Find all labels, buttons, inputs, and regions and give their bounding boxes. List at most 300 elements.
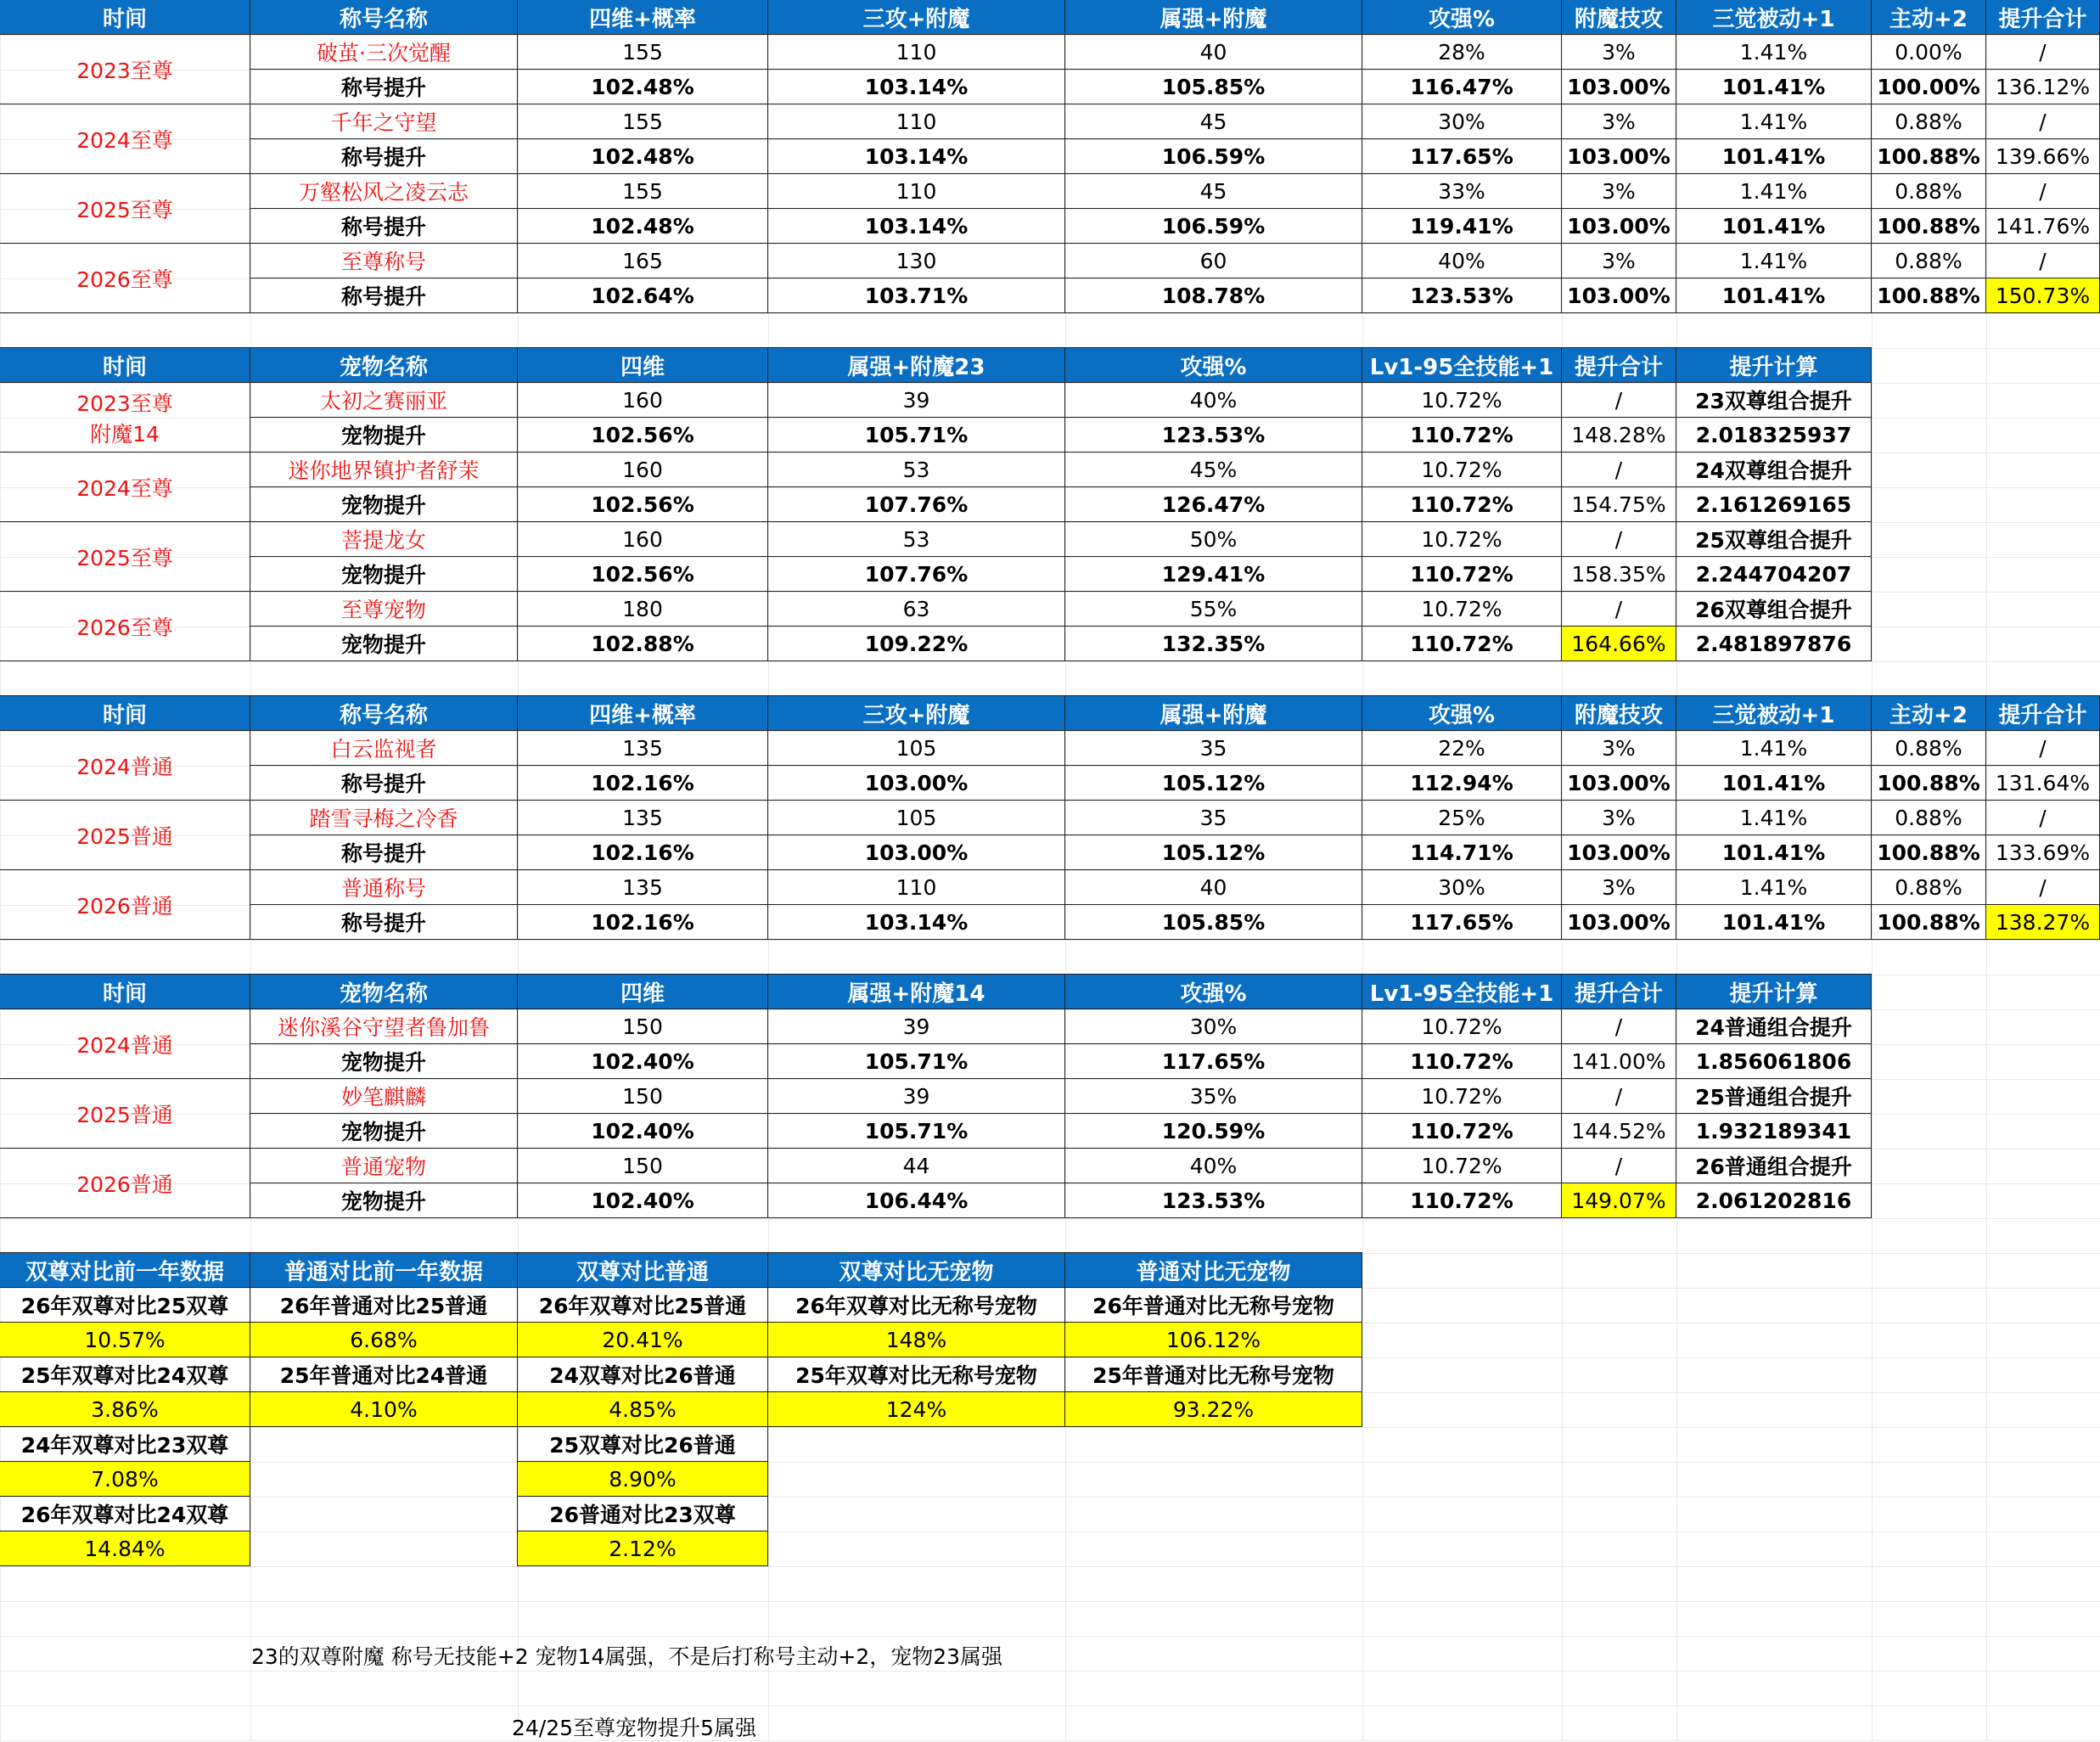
table3-boost-2-0[interactable]: 102.16%	[517, 904, 768, 940]
table2-boost-3-5[interactable]: 2.481897876	[1676, 626, 1872, 661]
table2-time-3[interactable]: 2026至尊	[0, 591, 250, 661]
table1-boost-2-4[interactable]: 103.00%	[1561, 208, 1676, 244]
table3-boost-label-0[interactable]: 称号提升	[250, 765, 518, 801]
table3-boost-1-2[interactable]: 105.12%	[1064, 834, 1362, 870]
table4-boost-2-0[interactable]: 102.40%	[517, 1183, 768, 1218]
table1-base-0-5[interactable]: 1.41%	[1676, 34, 1872, 70]
table3-base-0-6[interactable]: 0.88%	[1871, 730, 1986, 766]
compare-label-0-0[interactable]: 26年双尊对比25双尊	[0, 1287, 250, 1323]
table1-base-3-2[interactable]: 60	[1064, 243, 1362, 278]
table2-header-6[interactable]: 提升合计	[1561, 347, 1676, 383]
table2-base-2-3[interactable]: 10.72%	[1362, 521, 1562, 557]
table1-base-1-1[interactable]: 110	[767, 104, 1065, 139]
compare-value-2-0[interactable]: 20.41%	[517, 1322, 768, 1357]
table1-boost-0-1[interactable]: 103.14%	[767, 69, 1065, 104]
table1-base-2-1[interactable]: 110	[767, 173, 1065, 209]
compare-label-3-1[interactable]: 25年双尊对比无称号宠物	[767, 1357, 1065, 1392]
table4-boost-2-3[interactable]: 110.72%	[1362, 1183, 1562, 1218]
table3-base-0-1[interactable]: 105	[767, 730, 1065, 766]
table1-base-3-7[interactable]: /	[1985, 243, 2100, 278]
compare-label-2-1[interactable]: 24双尊对比26普通	[517, 1357, 768, 1392]
table2-boost-3-0[interactable]: 102.88%	[517, 626, 768, 661]
compare-value-1-1[interactable]: 4.10%	[250, 1391, 518, 1427]
table3-boost-1-7[interactable]: 133.69%	[1985, 834, 2100, 870]
table2-boost-3-2[interactable]: 132.35%	[1064, 626, 1362, 661]
table2-base-3-1[interactable]: 63	[767, 591, 1065, 627]
table1-base-2-6[interactable]: 0.88%	[1871, 173, 1986, 209]
table1-boost-0-0[interactable]: 102.48%	[517, 69, 768, 104]
table2-boost-1-1[interactable]: 107.76%	[767, 486, 1065, 522]
table2-boost-label-2[interactable]: 宠物提升	[250, 556, 518, 592]
table1-boost-label-1[interactable]: 称号提升	[250, 138, 518, 174]
table1-boost-0-3[interactable]: 116.47%	[1362, 69, 1562, 104]
table3-boost-1-4[interactable]: 103.00%	[1561, 834, 1676, 870]
table3-base-0-4[interactable]: 3%	[1561, 730, 1676, 766]
compare-label-4-1[interactable]: 25年普通对比无称号宠物	[1064, 1357, 1362, 1392]
table3-header-2[interactable]: 四维+概率	[517, 695, 768, 731]
table3-item-name-0[interactable]: 白云监视者	[250, 730, 518, 766]
table4-header-4[interactable]: 攻强%	[1064, 974, 1362, 1009]
table3-base-2-6[interactable]: 0.88%	[1871, 869, 1986, 905]
table1-boost-3-7[interactable]: 150.73%	[1985, 278, 2100, 313]
table1-boost-2-7[interactable]: 141.76%	[1985, 208, 2100, 244]
table4-boost-1-2[interactable]: 120.59%	[1064, 1113, 1362, 1149]
table3-header-1[interactable]: 称号名称	[250, 695, 518, 731]
table4-header-5[interactable]: Lv1-95全技能+1	[1362, 974, 1562, 1009]
table4-header-2[interactable]: 四维	[517, 974, 768, 1009]
table1-base-0-6[interactable]: 0.00%	[1871, 34, 1986, 70]
table4-base-1-3[interactable]: 10.72%	[1362, 1078, 1562, 1114]
compare-label-1-1[interactable]: 25年普通对比24普通	[250, 1357, 518, 1392]
table1-item-name-2[interactable]: 万壑松风之凌云志	[250, 173, 518, 209]
table4-boost-label-0[interactable]: 宠物提升	[250, 1043, 518, 1079]
table2-item-name-2[interactable]: 菩提龙女	[250, 521, 518, 557]
table2-base-2-5[interactable]: 25双尊组合提升	[1676, 521, 1872, 557]
compare-label-4-0[interactable]: 26年普通对比无称号宠物	[1064, 1287, 1362, 1323]
table1-time-2[interactable]: 2025至尊	[0, 173, 250, 244]
table4-base-0-4[interactable]: /	[1561, 1009, 1676, 1044]
table2-boost-1-0[interactable]: 102.56%	[517, 486, 768, 522]
table1-base-2-3[interactable]: 33%	[1362, 173, 1562, 209]
table2-base-1-5[interactable]: 24双尊组合提升	[1676, 452, 1872, 487]
compare-header-0[interactable]: 双尊对比前一年数据	[0, 1252, 250, 1288]
table1-base-3-4[interactable]: 3%	[1561, 243, 1676, 278]
table2-base-2-4[interactable]: /	[1561, 521, 1676, 557]
table2-time-0[interactable]	[0, 382, 250, 452]
table3-boost-2-2[interactable]: 105.85%	[1064, 904, 1362, 940]
table3-boost-0-5[interactable]: 101.41%	[1676, 765, 1872, 801]
table3-header-4[interactable]: 属强+附魔	[1064, 695, 1362, 731]
table3-boost-0-2[interactable]: 105.12%	[1064, 765, 1362, 801]
table1-boost-3-3[interactable]: 123.53%	[1362, 278, 1562, 313]
table1-header-9[interactable]: 提升合计	[1985, 0, 2100, 35]
compare-value-3-0[interactable]: 148%	[767, 1322, 1065, 1357]
table3-header-9[interactable]: 提升合计	[1985, 695, 2100, 731]
table2-boost-3-3[interactable]: 110.72%	[1362, 626, 1562, 661]
table3-boost-0-7[interactable]: 131.64%	[1985, 765, 2100, 801]
table2-boost-0-2[interactable]: 123.53%	[1064, 417, 1362, 452]
table2-base-0-3[interactable]: 10.72%	[1362, 382, 1562, 418]
table3-header-6[interactable]: 附魔技攻	[1561, 695, 1676, 731]
compare-value-4-0[interactable]: 106.12%	[1064, 1322, 1362, 1357]
table4-boost-1-1[interactable]: 105.71%	[767, 1113, 1065, 1149]
table1-boost-2-5[interactable]: 101.41%	[1676, 208, 1872, 244]
compare-header-1[interactable]: 普通对比前一年数据	[250, 1252, 518, 1288]
table4-base-2-3[interactable]: 10.72%	[1362, 1148, 1562, 1183]
compare-value-4-1[interactable]: 93.22%	[1064, 1391, 1362, 1427]
table2-header-2[interactable]: 四维	[517, 347, 768, 383]
table1-base-1-2[interactable]: 45	[1064, 104, 1362, 139]
table2-base-3-0[interactable]: 180	[517, 591, 768, 627]
compare-value-0-0[interactable]: 10.57%	[0, 1322, 250, 1357]
table2-base-3-5[interactable]: 26双尊组合提升	[1676, 591, 1872, 627]
table1-base-0-1[interactable]: 110	[767, 34, 1065, 70]
table4-time-1[interactable]: 2025普通	[0, 1078, 250, 1149]
compare-value-0-3[interactable]: 14.84%	[0, 1531, 250, 1566]
table2-boost-2-1[interactable]: 107.76%	[767, 556, 1065, 592]
table1-boost-1-4[interactable]: 103.00%	[1561, 138, 1676, 174]
table4-base-2-0[interactable]: 150	[517, 1148, 768, 1183]
table3-boost-1-5[interactable]: 101.41%	[1676, 834, 1872, 870]
table2-base-3-4[interactable]: /	[1561, 591, 1676, 627]
table3-boost-2-3[interactable]: 117.65%	[1362, 904, 1562, 940]
table1-base-2-7[interactable]: /	[1985, 173, 2100, 209]
table1-item-name-0[interactable]: 破茧·三次觉醒	[250, 34, 518, 70]
table2-header-4[interactable]: 攻强%	[1064, 347, 1362, 383]
compare-header-3[interactable]: 双尊对比无宠物	[767, 1252, 1065, 1288]
table2-time-2[interactable]: 2025至尊	[0, 521, 250, 592]
table3-boost-1-3[interactable]: 114.71%	[1362, 834, 1562, 870]
table4-boost-1-0[interactable]: 102.40%	[517, 1113, 768, 1149]
table3-item-name-1[interactable]: 踏雪寻梅之冷香	[250, 800, 518, 835]
table3-base-1-0[interactable]: 135	[517, 800, 768, 835]
compare-value-3-1[interactable]: 124%	[767, 1391, 1065, 1427]
table4-boost-0-3[interactable]: 110.72%	[1362, 1043, 1562, 1079]
table3-base-1-4[interactable]: 3%	[1561, 800, 1676, 835]
table2-base-3-3[interactable]: 10.72%	[1362, 591, 1562, 627]
table1-base-1-5[interactable]: 1.41%	[1676, 104, 1872, 139]
table3-boost-2-4[interactable]: 103.00%	[1561, 904, 1676, 940]
table1-boost-2-6[interactable]: 100.88%	[1871, 208, 1986, 244]
table3-boost-0-1[interactable]: 103.00%	[767, 765, 1065, 801]
table4-boost-0-1[interactable]: 105.71%	[767, 1043, 1065, 1079]
table4-boost-2-5[interactable]: 2.061202816	[1676, 1183, 1872, 1218]
table1-boost-0-4[interactable]: 103.00%	[1561, 69, 1676, 104]
table3-boost-1-0[interactable]: 102.16%	[517, 834, 768, 870]
table1-boost-label-0[interactable]: 称号提升	[250, 69, 518, 104]
table2-base-0-1[interactable]: 39	[767, 382, 1065, 418]
table1-header-2[interactable]: 四维+概率	[517, 0, 768, 35]
table1-header-1[interactable]: 称号名称	[250, 0, 518, 35]
table2-base-2-2[interactable]: 50%	[1064, 521, 1362, 557]
table3-base-0-2[interactable]: 35	[1064, 730, 1362, 766]
table1-header-8[interactable]: 主动+2	[1871, 0, 1986, 35]
table4-boost-2-4[interactable]: 149.07%	[1561, 1183, 1676, 1218]
table2-boost-label-3[interactable]: 宠物提升	[250, 626, 518, 661]
table1-boost-2-2[interactable]: 106.59%	[1064, 208, 1362, 244]
compare-value-2-3[interactable]: 2.12%	[517, 1531, 768, 1566]
table1-boost-2-3[interactable]: 119.41%	[1362, 208, 1562, 244]
table2-boost-2-0[interactable]: 102.56%	[517, 556, 768, 592]
table1-boost-0-2[interactable]: 105.85%	[1064, 69, 1362, 104]
table3-base-0-7[interactable]: /	[1985, 730, 2100, 766]
table1-base-2-4[interactable]: 3%	[1561, 173, 1676, 209]
table2-base-3-2[interactable]: 55%	[1064, 591, 1362, 627]
table2-base-0-5[interactable]: 23双尊组合提升	[1676, 382, 1872, 418]
table4-base-2-2[interactable]: 40%	[1064, 1148, 1362, 1183]
table4-base-1-5[interactable]: 25普通组合提升	[1676, 1078, 1872, 1114]
table2-base-1-0[interactable]: 160	[517, 452, 768, 487]
table4-base-0-5[interactable]: 24普通组合提升	[1676, 1009, 1872, 1044]
table4-base-0-2[interactable]: 30%	[1064, 1009, 1362, 1044]
table4-boost-1-3[interactable]: 110.72%	[1362, 1113, 1562, 1149]
table1-boost-3-1[interactable]: 103.71%	[767, 278, 1065, 313]
table1-time-1[interactable]: 2024至尊	[0, 104, 250, 174]
table1-header-3[interactable]: 三攻+附魔	[767, 0, 1065, 35]
table4-item-name-0[interactable]: 迷你溪谷守望者鲁加鲁	[250, 1009, 518, 1044]
table1-base-3-6[interactable]: 0.88%	[1871, 243, 1986, 278]
table3-header-3[interactable]: 三攻+附魔	[767, 695, 1065, 731]
table3-base-1-2[interactable]: 35	[1064, 800, 1362, 835]
table3-boost-2-1[interactable]: 103.14%	[767, 904, 1065, 940]
table1-base-0-4[interactable]: 3%	[1561, 34, 1676, 70]
table2-header-3[interactable]: 属强+附魔23	[767, 347, 1065, 383]
table3-header-7[interactable]: 三觉被动+1	[1676, 695, 1872, 731]
table3-base-1-7[interactable]: /	[1985, 800, 2100, 835]
table1-boost-1-2[interactable]: 106.59%	[1064, 138, 1362, 174]
table3-boost-1-1[interactable]: 103.00%	[767, 834, 1065, 870]
table2-boost-2-3[interactable]: 110.72%	[1362, 556, 1562, 592]
table3-base-2-2[interactable]: 40	[1064, 869, 1362, 905]
table3-boost-2-7[interactable]: 138.27%	[1985, 904, 2100, 940]
table4-header-1[interactable]: 宠物名称	[250, 974, 518, 1009]
table4-item-name-1[interactable]: 妙笔麒麟	[250, 1078, 518, 1114]
table1-base-1-3[interactable]: 30%	[1362, 104, 1562, 139]
table1-boost-1-1[interactable]: 103.14%	[767, 138, 1065, 174]
table4-base-1-2[interactable]: 35%	[1064, 1078, 1362, 1114]
table2-header-1[interactable]: 宠物名称	[250, 347, 518, 383]
table4-base-2-5[interactable]: 26普通组合提升	[1676, 1148, 1872, 1183]
compare-value-0-1[interactable]: 3.86%	[0, 1391, 250, 1427]
table3-time-1[interactable]: 2025普通	[0, 800, 250, 870]
table2-boost-1-4[interactable]: 154.75%	[1561, 486, 1676, 522]
table4-base-2-1[interactable]: 44	[767, 1148, 1065, 1183]
table3-boost-0-4[interactable]: 103.00%	[1561, 765, 1676, 801]
table3-base-1-3[interactable]: 25%	[1362, 800, 1562, 835]
table3-base-2-3[interactable]: 30%	[1362, 869, 1562, 905]
table4-boost-label-1[interactable]: 宠物提升	[250, 1113, 518, 1149]
table1-header-6[interactable]: 附魔技攻	[1561, 0, 1676, 35]
table1-base-0-2[interactable]: 40	[1064, 34, 1362, 70]
table2-base-0-0[interactable]: 160	[517, 382, 768, 418]
table1-base-0-0[interactable]: 155	[517, 34, 768, 70]
table1-base-2-2[interactable]: 45	[1064, 173, 1362, 209]
table2-base-2-0[interactable]: 160	[517, 521, 768, 557]
table2-boost-label-1[interactable]: 宠物提升	[250, 486, 518, 522]
table2-item-name-1[interactable]: 迷你地界镇护者舒茉	[250, 452, 518, 487]
compare-value-0-2[interactable]: 7.08%	[0, 1461, 250, 1497]
table1-header-5[interactable]: 攻强%	[1362, 0, 1562, 35]
table4-base-0-0[interactable]: 150	[517, 1009, 768, 1044]
table1-boost-3-5[interactable]: 101.41%	[1676, 278, 1872, 313]
table2-boost-0-5[interactable]: 2.018325937	[1676, 417, 1872, 452]
table1-header-0[interactable]: 时间	[0, 0, 250, 35]
table1-base-3-1[interactable]: 130	[767, 243, 1065, 278]
table1-base-2-5[interactable]: 1.41%	[1676, 173, 1872, 209]
table4-item-name-2[interactable]: 普通宠物	[250, 1148, 518, 1183]
table1-item-name-3[interactable]: 至尊称号	[250, 243, 518, 278]
table1-boost-1-7[interactable]: 139.66%	[1985, 138, 2100, 174]
table2-base-0-2[interactable]: 40%	[1064, 382, 1362, 418]
table1-base-1-0[interactable]: 155	[517, 104, 768, 139]
table4-base-0-3[interactable]: 10.72%	[1362, 1009, 1562, 1044]
table3-boost-2-6[interactable]: 100.88%	[1871, 904, 1986, 940]
table1-time-0[interactable]: 2023至尊	[0, 34, 250, 104]
table2-boost-1-3[interactable]: 110.72%	[1362, 486, 1562, 522]
table1-boost-0-5[interactable]: 101.41%	[1676, 69, 1872, 104]
table2-base-1-3[interactable]: 10.72%	[1362, 452, 1562, 487]
table4-header-0[interactable]: 时间	[0, 974, 250, 1009]
table4-time-2[interactable]: 2026普通	[0, 1148, 250, 1218]
table4-header-7[interactable]: 提升计算	[1676, 974, 1872, 1009]
compare-label-2-0[interactable]: 26年双尊对比25普通	[517, 1287, 768, 1323]
table1-boost-3-2[interactable]: 108.78%	[1064, 278, 1362, 313]
table3-base-1-1[interactable]: 105	[767, 800, 1065, 835]
table2-boost-2-2[interactable]: 129.41%	[1064, 556, 1362, 592]
table4-boost-1-4[interactable]: 144.52%	[1561, 1113, 1676, 1149]
table3-time-0[interactable]: 2024普通	[0, 730, 250, 801]
table3-boost-2-5[interactable]: 101.41%	[1676, 904, 1872, 940]
table1-boost-2-1[interactable]: 103.14%	[767, 208, 1065, 244]
table3-boost-1-6[interactable]: 100.88%	[1871, 834, 1986, 870]
table3-boost-0-6[interactable]: 100.88%	[1871, 765, 1986, 801]
compare-value-2-1[interactable]: 4.85%	[517, 1391, 768, 1427]
table4-base-1-0[interactable]: 150	[517, 1078, 768, 1114]
table2-boost-label-0[interactable]: 宠物提升	[250, 417, 518, 452]
table2-item-name-3[interactable]: 至尊宠物	[250, 591, 518, 627]
table1-base-2-0[interactable]: 155	[517, 173, 768, 209]
compare-label-2-2[interactable]: 25双尊对比26普通	[517, 1426, 768, 1462]
table4-time-0[interactable]: 2024普通	[0, 1009, 250, 1079]
table2-base-0-4[interactable]: /	[1561, 382, 1676, 418]
table1-boost-1-0[interactable]: 102.48%	[517, 138, 768, 174]
compare-header-4[interactable]: 普通对比无宠物	[1064, 1252, 1362, 1288]
table1-boost-3-6[interactable]: 100.88%	[1871, 278, 1986, 313]
table1-base-1-4[interactable]: 3%	[1561, 104, 1676, 139]
table2-base-1-1[interactable]: 53	[767, 452, 1065, 487]
compare-label-0-2[interactable]: 24年双尊对比23双尊	[0, 1426, 250, 1462]
table3-boost-0-0[interactable]: 102.16%	[517, 765, 768, 801]
table2-boost-0-4[interactable]: 148.28%	[1561, 417, 1676, 452]
table1-base-0-7[interactable]: /	[1985, 34, 2100, 70]
table2-boost-3-4[interactable]: 164.66%	[1561, 626, 1676, 661]
table4-base-1-4[interactable]: /	[1561, 1078, 1676, 1114]
table1-header-4[interactable]: 属强+附魔	[1064, 0, 1362, 35]
table2-boost-2-4[interactable]: 158.35%	[1561, 556, 1676, 592]
table2-boost-2-5[interactable]: 2.244704207	[1676, 556, 1872, 592]
table2-base-1-2[interactable]: 45%	[1064, 452, 1362, 487]
table4-base-0-1[interactable]: 39	[767, 1009, 1065, 1044]
table1-boost-label-2[interactable]: 称号提升	[250, 208, 518, 244]
table3-base-2-7[interactable]: /	[1985, 869, 2100, 905]
table3-header-5[interactable]: 攻强%	[1362, 695, 1562, 731]
table4-header-3[interactable]: 属强+附魔14	[767, 974, 1065, 1009]
table3-header-8[interactable]: 主动+2	[1871, 695, 1986, 731]
compare-label-0-1[interactable]: 25年双尊对比24双尊	[0, 1357, 250, 1392]
table4-boost-label-2[interactable]: 宠物提升	[250, 1183, 518, 1218]
table3-header-0[interactable]: 时间	[0, 695, 250, 731]
compare-label-0-3[interactable]: 26年双尊对比24双尊	[0, 1496, 250, 1531]
table4-boost-0-4[interactable]: 141.00%	[1561, 1043, 1676, 1079]
table3-item-name-2[interactable]: 普通称号	[250, 869, 518, 905]
table2-base-2-1[interactable]: 53	[767, 521, 1065, 557]
table4-boost-0-5[interactable]: 1.856061806	[1676, 1043, 1872, 1079]
table3-boost-label-2[interactable]: 称号提升	[250, 904, 518, 940]
table3-base-2-4[interactable]: 3%	[1561, 869, 1676, 905]
table2-boost-1-5[interactable]: 2.161269165	[1676, 486, 1872, 522]
table1-base-3-0[interactable]: 165	[517, 243, 768, 278]
compare-header-2[interactable]: 双尊对比普通	[517, 1252, 768, 1288]
table3-boost-label-1[interactable]: 称号提升	[250, 834, 518, 870]
table4-base-1-1[interactable]: 39	[767, 1078, 1065, 1114]
table1-item-name-1[interactable]: 千年之守望	[250, 104, 518, 139]
table4-base-2-4[interactable]: /	[1561, 1148, 1676, 1183]
table3-base-1-6[interactable]: 0.88%	[1871, 800, 1986, 835]
table3-time-2[interactable]: 2026普通	[0, 869, 250, 940]
table2-header-5[interactable]: Lv1-95全技能+1	[1362, 347, 1562, 383]
compare-label-3-0[interactable]: 26年双尊对比无称号宠物	[767, 1287, 1065, 1323]
table1-boost-label-3[interactable]: 称号提升	[250, 278, 518, 313]
table2-header-7[interactable]: 提升计算	[1676, 347, 1872, 383]
table2-boost-1-2[interactable]: 126.47%	[1064, 486, 1362, 522]
table4-boost-2-1[interactable]: 106.44%	[767, 1183, 1065, 1218]
table1-header-7[interactable]: 三觉被动+1	[1676, 0, 1872, 35]
table2-boost-0-0[interactable]: 102.56%	[517, 417, 768, 452]
table2-base-1-4[interactable]: /	[1561, 452, 1676, 487]
table2-header-0[interactable]: 时间	[0, 347, 250, 383]
table2-time-1[interactable]: 2024至尊	[0, 452, 250, 522]
table1-base-1-6[interactable]: 0.88%	[1871, 104, 1986, 139]
compare-value-1-0[interactable]: 6.68%	[250, 1322, 518, 1357]
table1-time-3[interactable]: 2026至尊	[0, 243, 250, 313]
table2-boost-0-3[interactable]: 110.72%	[1362, 417, 1562, 452]
table3-base-0-5[interactable]: 1.41%	[1676, 730, 1872, 766]
compare-label-2-3[interactable]: 26普通对比23双尊	[517, 1496, 768, 1531]
table3-boost-0-3[interactable]: 112.94%	[1362, 765, 1562, 801]
table3-base-2-0[interactable]: 135	[517, 869, 768, 905]
table4-header-6[interactable]: 提升合计	[1561, 974, 1676, 1009]
table1-boost-1-3[interactable]: 117.65%	[1362, 138, 1562, 174]
table3-base-0-0[interactable]: 135	[517, 730, 768, 766]
table3-base-1-5[interactable]: 1.41%	[1676, 800, 1872, 835]
table3-base-0-3[interactable]: 22%	[1362, 730, 1562, 766]
table1-base-3-3[interactable]: 40%	[1362, 243, 1562, 278]
table4-boost-0-0[interactable]: 102.40%	[517, 1043, 768, 1079]
table1-boost-2-0[interactable]: 102.48%	[517, 208, 768, 244]
table1-boost-3-0[interactable]: 102.64%	[517, 278, 768, 313]
table4-boost-1-5[interactable]: 1.932189341	[1676, 1113, 1872, 1149]
table3-base-2-5[interactable]: 1.41%	[1676, 869, 1872, 905]
table1-base-0-3[interactable]: 28%	[1362, 34, 1562, 70]
table1-boost-3-4[interactable]: 103.00%	[1561, 278, 1676, 313]
table1-boost-0-6[interactable]: 100.00%	[1871, 69, 1986, 104]
table1-boost-1-6[interactable]: 100.88%	[1871, 138, 1986, 174]
table3-base-2-1[interactable]: 110	[767, 869, 1065, 905]
compare-label-1-0[interactable]: 26年普通对比25普通	[250, 1287, 518, 1323]
compare-value-2-2[interactable]: 8.90%	[517, 1461, 768, 1497]
table1-boost-1-5[interactable]: 101.41%	[1676, 138, 1872, 174]
table1-base-3-5[interactable]: 1.41%	[1676, 243, 1872, 278]
